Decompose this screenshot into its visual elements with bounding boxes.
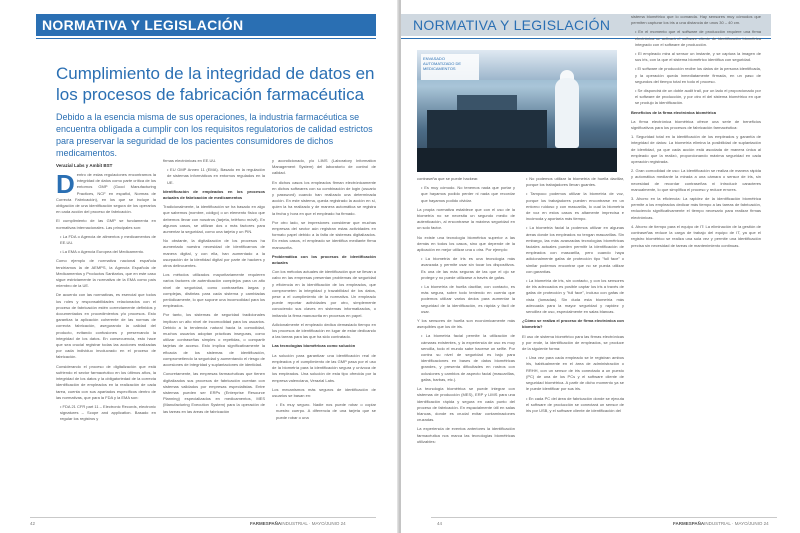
photo-worker bbox=[555, 78, 579, 148]
list-item: • No podemos utilizar la biometría de huella dactilar, porque los trabajadores llevan guantes. bbox=[526, 176, 624, 188]
paragraph: contraseña que se puede hackear. bbox=[417, 176, 479, 181]
subheading: ¿Cómo se realiza el proceso de firma electrónica con biometría? bbox=[522, 318, 624, 330]
subheading: Problemática con los procesos de identificación actuales bbox=[272, 253, 376, 266]
section-title: NORMATIVA Y LEGISLACIÓN bbox=[413, 17, 611, 33]
section-title: NORMATIVA Y LEGISLACIÓN bbox=[42, 17, 244, 33]
paragraph: Los métodos utilizados mayoritariamente requieren varios factores de autenticación complejos para un alto nivel de seguridad, como contraseñas largas y complejas, distintas para cada sistema y cambiadas periódicamente, lo que supone una incomodidad para los empleados. bbox=[163, 272, 265, 309]
paragraph: Tradicionalmente, la identificación se ha basado en algo que sabemos (nombre, código) o un elemento físico que debemos llevar con nosotros (tarjeta, teléfono móvil). En algunos casos, se utilizan dos o más factores para aumentar la seguridad, como una tarjeta y un PIN. bbox=[163, 204, 265, 235]
article-standfirst: Debido a la esencia misma de sus operaciones, la industria farmacéutica se encuentra obligada a cumplir con los requisitos regulatorios de calidad estrictos para preservar la seguridad de los pacientes consumidores de dichos medicamentos. bbox=[56, 112, 373, 158]
list-item: 2. Gran comodidad de uso: La identificación se realiza de manera rápida y automática mediante la mirada a una cámara o sensor de iris, sin necesidad de recordar contraseñas ni introducir caracteres manualmente, lo que simplifica el proceso y reduce errores. bbox=[631, 168, 761, 192]
list-item: • La biometría de iris es una tecnología más avanzada y permite usar sin tocar los dispositivos. Es una de las más seguras de las que el ojo se protege y no puede utilizarse a través de gafas. bbox=[421, 256, 515, 280]
article-title: Cumplimiento de la integridad de datos en los procesos de fabricación farmacéutica bbox=[56, 64, 375, 104]
magazine-issue: INDUSTRIAL · MAYO/JUNIO 24 bbox=[281, 521, 346, 526]
list-item: • El empleado mira al sensor un instante, y se captura la imagen de sus iris, con la que el sistema biométrico identifica con seguridad. bbox=[635, 51, 761, 63]
list-item: • En cada PC del área de fabricación donde se ejecuta el software de producción se conectará un sensor de iris por USB, y el software cliente de identificación del bbox=[526, 395, 624, 413]
text-column-2 bbox=[163, 158, 265, 512]
paragraph: Y los sensores de huella son económicamente más asequibles que los de iris. bbox=[417, 318, 515, 330]
paragraph: De acuerdo con las normativas, es esencial que todos los roles y responsabilidades relacionados con el proceso de fabricación estén correctamente definidos y documentados en procedimientos y/o procesos. Esto garantiza la aplicación coherente de las normas de correcta fabricación, asegurando la calidad del producto, evitando confusiones y preservando la integridad de los datos. En consecuencia, esto hace que sea crucial registrar todas las acciones realizadas por cada individuo involucrado en el proceso de fabricación. bbox=[56, 292, 156, 360]
paragraph: La firma electrónica biométrica ofrece una serie de beneficios significativos para los procesos de fabricación farmacéutica: bbox=[631, 118, 761, 131]
paragraph: No obstante, la digitalización de los procesos ha aumentado nuestra necesidad de identificarnos de manera digital, y con ella, han aumentado a la usurpación de la identidad digital por parte de hackers y otros delincuentes. bbox=[163, 238, 265, 269]
list-item: • Es muy seguro. Nadie nos puede robar o copiar nuestro cuerpo. A diferencia de una tarjeta que se puede robar o una bbox=[276, 402, 376, 420]
section-band bbox=[36, 14, 376, 36]
photo-machine bbox=[427, 110, 547, 150]
magazine-name: FARMESPAÑA bbox=[250, 521, 282, 526]
paragraph: Considerando el proceso de digitalización que está sufriendo el sector farmacéutico en los últimos años, la integridad de los datos y la obligatoriedad de la correcta identificación de empleados en la realización de cada tarea, cuenta con sus apartados específicos dentro de las normativas, que para la FDA y la EMA son: bbox=[56, 363, 156, 400]
list-item: 4. Ahorro de tiempo para el equipo de IT: La eliminación de la gestión de contraseñas reduce la carga de trabajo del equipo de IT, ya que el registro biométrico se realiza una sola vez y permite una identificación precisa sin necesidad de tareas de mantenimiento continuas. bbox=[631, 223, 761, 248]
paragraph: El uso de sistema biométrico para las firmas electrónicas y por ende, la identificación de empleados, se produce de la siguiente forma: bbox=[522, 333, 624, 352]
subheading: Beneficios de la firma electrónica biométrica bbox=[631, 109, 716, 115]
cleanroom-photo bbox=[417, 50, 617, 172]
footer-rule bbox=[30, 517, 376, 518]
paragraph: En dichos casos los empleados firman electrónicamente en dichos softwares con su combinación de login (usuario y password) cuando han realizado una determinada acción. En este sistema, queda registrado la acción en sí, quien la ha realizado y de manera automática se registra la fecha y hora en que el empleado ha firmado. bbox=[272, 179, 376, 216]
magazine-footer bbox=[673, 521, 769, 526]
list-item: • La biometría de iris, sin contacto, y con los sensores de iris adecuados es posible captar los iris a través de gafas de protección y "full face", incluso con gafas de vista (tomadas). Sin duda esta biometría más adecuada para la mayor seguridad y rapidez y sencillez de uso, especialmente en salas blancas. bbox=[526, 278, 624, 315]
paragraph: El cumplimiento de las GMP se fundamenta en normativas internacionales. Las principales son: bbox=[56, 218, 156, 230]
paragraph: sistema biométrico que lo comanda. Hay sensores muy cómodos que permiten capturar los iris a una distancia de unos 30 – 40 cm. bbox=[631, 14, 761, 26]
text-column-2 bbox=[522, 176, 624, 512]
list-item: • El software de producción recibe los datos de la persona identificada, y la operación queda inmediatamente firmada, en un paso de segundos del tiempo total en todo el proceso. bbox=[635, 66, 761, 84]
list-item: • Se dispondrá de un doble audit trail, por un lado el proporcionado por el software de producción, y por otro el del sistema biométrico en que se produjo la identificación. bbox=[635, 88, 761, 106]
paragraph: La propia normativa establece que con el uso de la biometría no se necesita un segundo medio de autenticación, al encontrarse la máxima seguridad en un solo factor. bbox=[417, 206, 515, 231]
text-column-3 bbox=[631, 14, 761, 512]
paragraph: y acondicionado, y/o LIMS (Laboratory Information Management System) del laboratorio de control de calidad. bbox=[272, 158, 376, 176]
page-number: 44 bbox=[437, 521, 443, 526]
list-item: • En el momento que el software de producción requiere una firma electrónica se activará el software cliente de identificación biométrica integrado con el software de producción. bbox=[635, 29, 761, 47]
section-rule bbox=[36, 38, 376, 39]
paragraph: La tecnología biométrica se puede integrar con sistemas de producción (MES), ERP y LIMS para una identificación rápida y segura en cada punto del proceso de fabricación. En espacialmente útil en salas blancas, donde es crucial evitar contaminaciones cruzadas. bbox=[417, 386, 515, 423]
paragraph: Dentro de estas regulaciones encontramos la integridad de datos como parte crítica de los entornos GMP (Good Manufacturing Practices, NCF en español, Normas de Correcta Fabricación), en los que se incluye la obligación de una identificación segura de los operarios en cada acción del proceso de fabricación. bbox=[56, 172, 156, 215]
list-item: • Tampoco podemos utilizar la biometría de voz, porque los trabajadores pueden encontrarse en un entorno ruidoso y con mascarilla, lo cual la biometría de voz en estos casos es altamente imprecisa e incómoda y aportaría más tiempo. bbox=[526, 191, 624, 222]
paragraph: No existe una tecnología biométrica superior a las demás en todos los casos, sino que depende de la aplicación en mejor utilizar una u otra. Por ejemplo: bbox=[417, 234, 515, 253]
left-page bbox=[0, 0, 399, 533]
subheading: Las tecnologías biométricas como solución bbox=[272, 343, 356, 349]
list-item: • EU GMP Annex 11 (EMA). Basado en la regulación de sistemas informáticos en entornos regulados en la UE. bbox=[167, 167, 265, 185]
magazine-issue: INDUSTRIAL · MAYO/JUNIO 24 bbox=[704, 521, 769, 526]
page-number: 42 bbox=[30, 521, 36, 526]
paragraph: Adicionalmente el empleado dedica demasiado tiempo en los procesos de identificación en lugar de estar dedicando a las tareas para las que ha sido contratado. bbox=[272, 321, 376, 340]
text-column-3 bbox=[272, 158, 376, 512]
list-item: • Es muy cómodo. No tenemos nada que portar y que hayamos podido perder ni nada que recordar que hayamos podido olvidar. bbox=[421, 185, 515, 203]
subheading: Identificación de empleados en los procesos actuales de fabricación de medicamentos bbox=[163, 188, 265, 201]
photo-caption: ENVASADO AUTOMATIZADO DE MEDICAMENTOS bbox=[421, 54, 479, 80]
paragraph: Por tanto, los sistemas de seguridad tradicionales implican un alto nivel de incomodidad para los usuarios. Debido a la tendencia natural hacia la comodidad, muchos usuarios adoptan prácticas inseguras, como utilizar contraseñas simples o repetidas, o compartir tarjetas de acceso. Esto implica significativamente la eficacia de los sistemas de identificación, comprometiendo la seguridad y aumentando el riesgo de accesiones de integridad y suplantaciones de identidad. bbox=[163, 312, 265, 368]
list-item: • La EMA o Agencia Europea del Medicamento. bbox=[60, 249, 145, 255]
list-item: • La biometría facial permite la utilización de cámaras existentes, y la experiencia de uso es muy sencilla, todo el mundo sabe hacerse un selfie. Por contra su nivel de seguridad es bajo para identificaciones en bases de datos biométricas grandes, y presenta dificultades en rostros con oclusiones y cambios de aspecto facial (mascarillas, gafas, barbas, etc.). bbox=[421, 333, 515, 382]
text-column-1 bbox=[56, 172, 156, 512]
paragraph: Con los métodos actuales de identificación que se llevan a cabo en las empresas presentan problemas de seguridad y eficiencia en la identificación de los empleados, que comprometen la integridad y trazabilidad de los datos, pese a el cumplimiento de la normativa. Un empleado puede reportar actividades por otro, simplemente conociendo sus claves en sistemas informatizados, o imitando la firma manuscrita en procesos en papel. bbox=[272, 269, 376, 318]
paragraph: Como ejemplo de normativa nacional española tendríamos la de AEMPS, la Agencia Española de Medicamentos y Productos Sanitarios, que en este caso sigue estrictamente la normativa de la EMA como país miembro de la UE. bbox=[56, 258, 156, 289]
magazine-name: FARMESPAÑA bbox=[673, 521, 705, 526]
list-item: 3. Ahorro en la eficiencia: La rapidez de la identificación biométrica permite a los empleados dedicar más tiempo a las tareas de fabricación, reduciendo significativamente el tiempo necesario para realizar firmas electrónicas. bbox=[631, 196, 761, 220]
paragraph: Los mecanismos más seguros de identificación de usuarios se basan en: bbox=[272, 386, 376, 398]
article-author: Verazial Labs y Ambit BST bbox=[56, 163, 113, 168]
paragraph: La experiencia de eventos anteriores la identificación farmacéutica nos marca las tecnologías biométricas utilizables: bbox=[417, 426, 515, 444]
list-item: • Una vez para cada empleado se le registran ambos iris, habitualmente en el área de administración o RRHH, con un sensor de iris conectado a un puesto (PC) de una de los PCs y el software cliente de seguridad biométrica. A partir de dicho momento ya se le puede identificar por sus iris. bbox=[526, 355, 624, 392]
drop-cap: D bbox=[56, 172, 75, 199]
paragraph: La solución para garantizar una identificación real de empleados y el cumplimiento de las GMP pasa por el uso de la biometría para la identificación segura y unívoca de los empleados. Una solución de esta tipo ofrecida por la empresa valenciana, Verazial Labs. bbox=[272, 352, 376, 383]
photo-bench bbox=[417, 148, 617, 172]
paragraph: Por otro lado, se impresiones considerar que muchas empresas del sector aún registran estas actividades en formato papel debido a la falta de sistemas digitalizados. En estos casos, el empleado se identifica mediante firma manuscrita. bbox=[272, 219, 376, 250]
list-item: • FDA 21 CFR part 11 – Electronic Records, electronic signatures – Scope and application. Basado en regular los registros y bbox=[60, 403, 156, 422]
paragraph: firmas electrónicas en EE.UU. bbox=[163, 158, 217, 163]
footer-rule bbox=[431, 517, 777, 518]
list-item: • La biometría facial la podemos utilizar en algunas áreas donde los empleados no tengan mascarillas. Sin embargo, las más avanzadas tecnologías biométricas faciales actuales pueden permitir la identificación de empleados con mascarilla, pero cuando haya adicionalmente gafas de protección tipo "full face" o similar podemos encontrar que no se pueda utilizar con garantías. bbox=[526, 225, 624, 274]
list-item: 1. Seguridad total en la identificación de los empleados y garantía de integridad de datos: La biometría elimina la posibilidad de suplantación de identidad, ya que cada acción está asociada de manera única al empleado que la realizó, proporcionando máxima seguridad en cada operación registrada. bbox=[631, 134, 761, 165]
text-column-1 bbox=[417, 176, 515, 512]
right-page bbox=[401, 0, 800, 533]
list-item: • La biometría de huella dactilar, con contacto, es más segura, sobre todo teniendo en cuenta que podemos utilizar varios dedos para aumentar la seguridad de la identificación, es rápida y fácil de usar. bbox=[421, 284, 515, 314]
magazine-footer bbox=[250, 521, 346, 526]
list-item: • La FDA o Agencia de alimentos y medicamentos de EE.UU. bbox=[60, 233, 156, 246]
paragraph: Concretamente, las empresas farmacéuticas que tienen digitalizados sus procesos de fabricación cuentan con sistemas validados por empresas especialistas. Entre sistemas pueden ser ERPs (Enterprise Resource Planning) especializados en medicamentos, MES (Manufacturing Execution System) para la operación de las tareas en las áreas de fabricación bbox=[163, 371, 265, 414]
